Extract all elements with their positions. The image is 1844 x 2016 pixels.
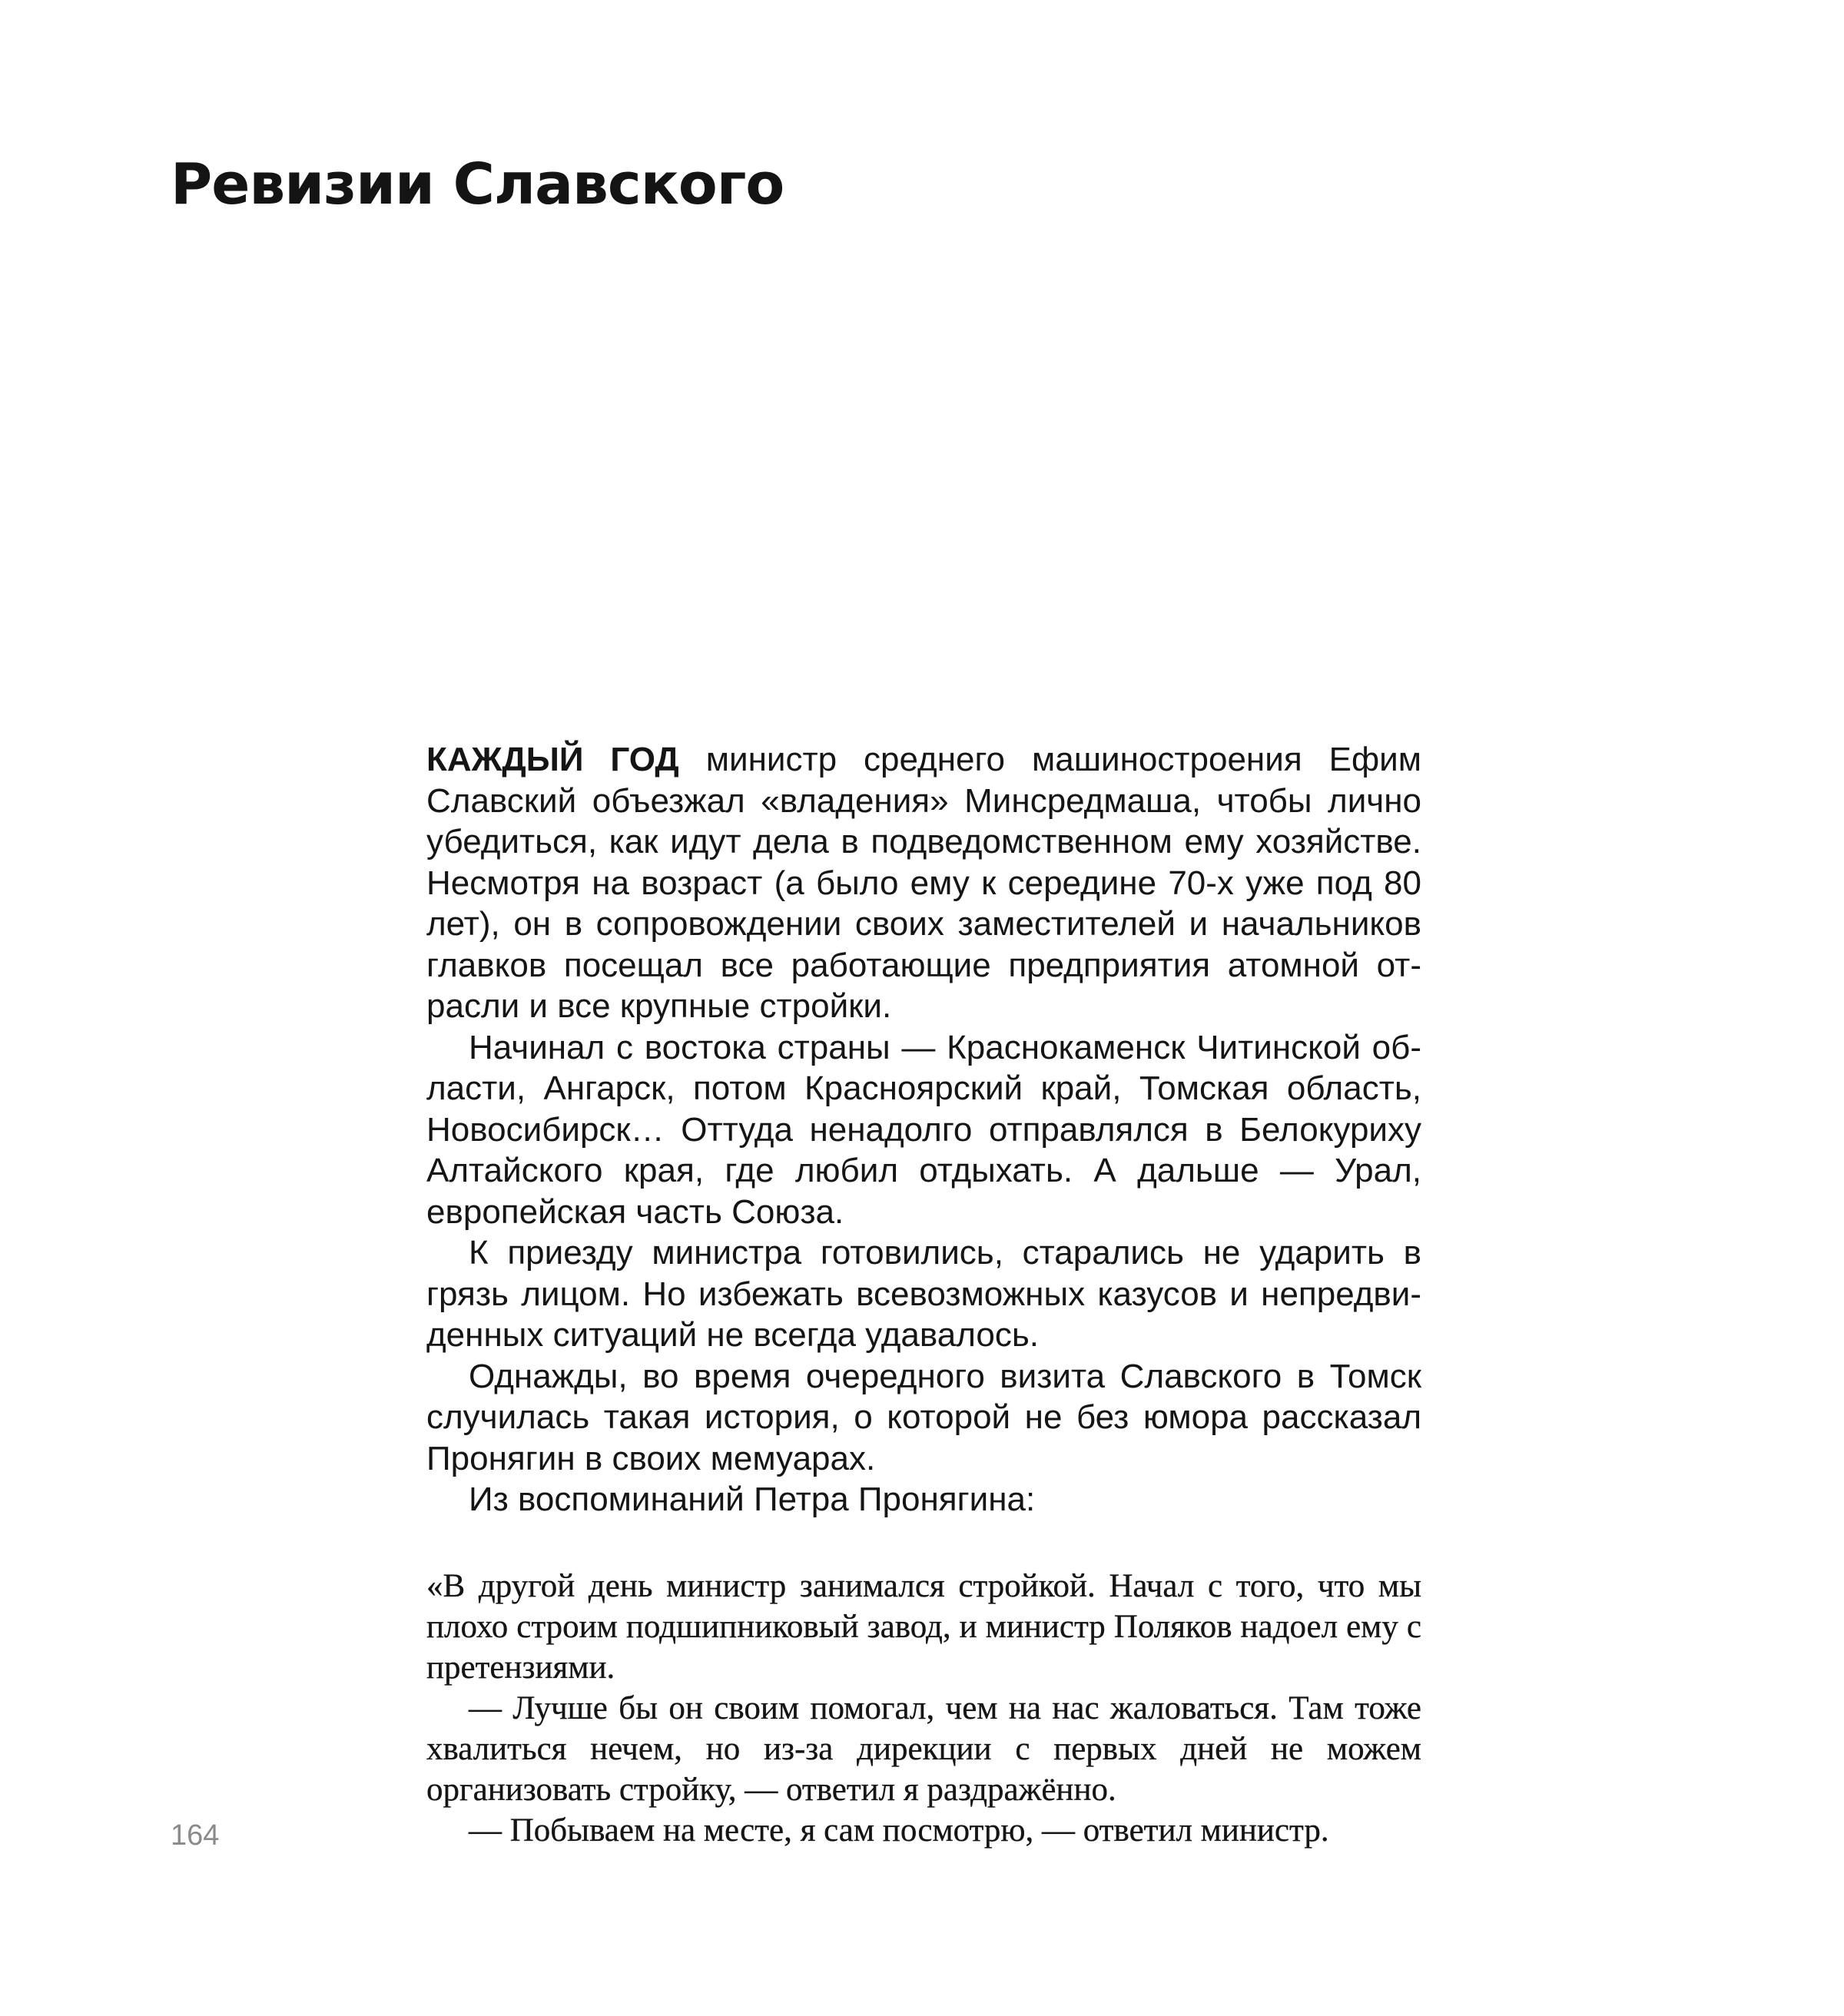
paragraph-1: [426, 739, 1421, 1027]
quote-paragraph-1: «В другой день министр занимался стройкой. Начал с того, что мы плохо строим подшипниковый завод, и министр Поляков надоел ему с претензиями.: [426, 1568, 1421, 1686]
quote-paragraph-3: — Побываем на месте, я сам посмотрю, — ответил министр.: [469, 1812, 1329, 1849]
paragraph-3: К приезду министра готовились, старались не ударить в грязь лицом. Но избежать всевозможных казусов и непредвиденных ситуаций не всегда удавалось.: [426, 1234, 1421, 1354]
page-number: 164: [171, 1819, 220, 1852]
memoir-quote: [426, 1566, 1421, 1851]
paragraph-5: Из воспоминаний Петра Пронягина:: [469, 1480, 1036, 1518]
paragraph-4: Однажды, во время очередного визита Славского в Томск случилась такая история, о которой не без юмора рассказал Пронягин в своих мемуарах.: [426, 1357, 1421, 1477]
chapter-title: Ревизии Славского: [171, 151, 784, 217]
body-text: [426, 739, 1421, 1520]
quote-paragraph-2: — Лучше бы он своим помогал, чем на нас жаловаться. Там тоже хвалиться нечем, но из-за дирекции с первых дней не можем организовать стройку, — ответил я раздражённо.: [426, 1690, 1421, 1808]
paragraph-1-text: министр среднего машиностроения Ефим Славский объезжал «владения» Минсредмаша, чтобы лично убедиться, как идут дела в подведомственном ему хозяйстве. Несмотря на возраст (а было ему к середине 70-х уже под 80 лет), он в сопровождении своих заместителей и начальников главков посещал все работающие предприятия атомной отрасли и все крупные стройки.: [426, 741, 1421, 1025]
paragraph-2: Начинал с востока страны — Краснокаменск Читинской области, Ангарск, потом Красноярский край, Томская область, Новосибирск… Оттуда ненадолго отправлялся в Белокуриху Алтайского края, где любил отдыхать. А дальше — Урал, европейская часть Союза.: [426, 1028, 1421, 1231]
lead-in-caps: КАЖДЫЙ ГОД: [426, 741, 679, 778]
